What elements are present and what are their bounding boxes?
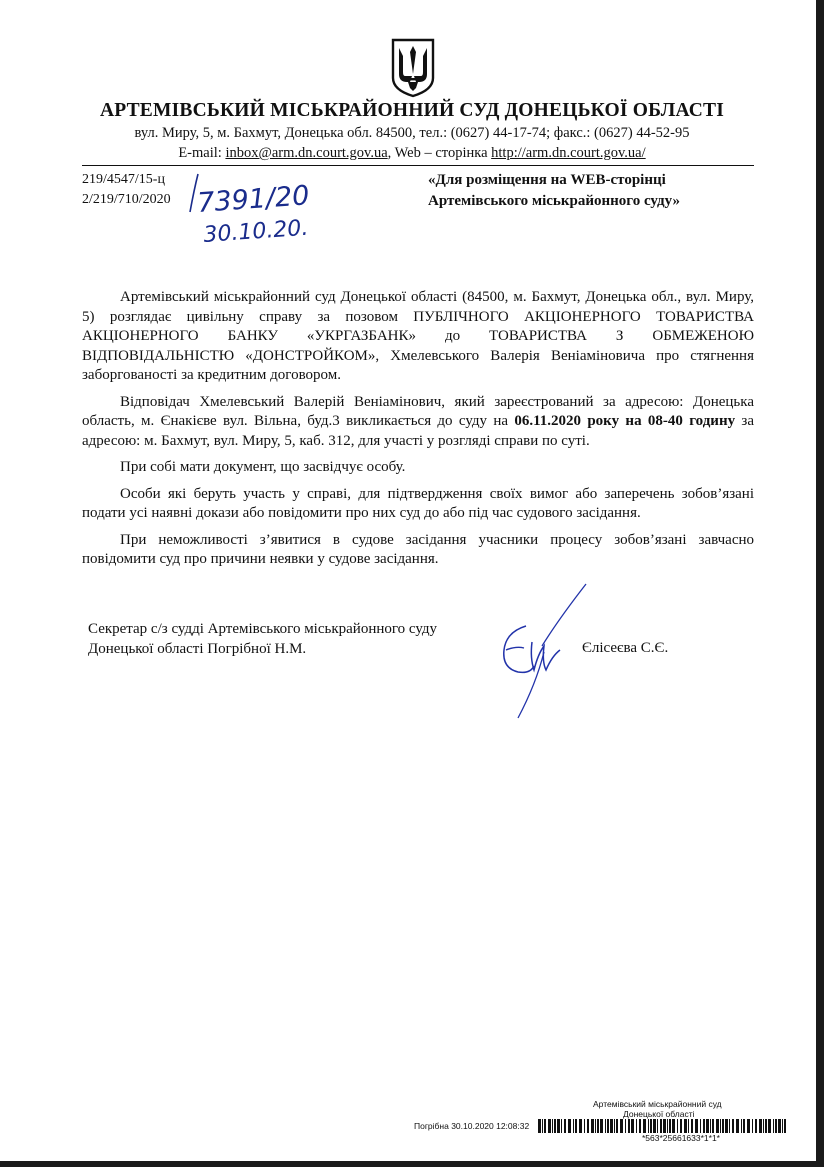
stamp-code: *563*25661633*1*1* [642, 1133, 720, 1143]
signer-name: Єлісеєва С.Є. [582, 640, 669, 656]
case-numbers [82, 170, 171, 210]
placement-note-line2: Артемівського міськрайонного суду» [428, 193, 680, 209]
email-label: E-mail: [178, 145, 226, 161]
court-contacts [0, 145, 824, 162]
stamp-org-line2: Донецької області [623, 1109, 695, 1119]
paragraph-case: Артемівський міськрайонний суд Донецької області (84500, м. Бахмут, Донецька обл., вул. Миру, 5) розглядає цивільну справу за позовом ПУБЛІЧНОГО АКЦІОНЕРНОГО ТОВАРИСТВА АКЦІОНЕРНОГО БАНКУ «УКРГАЗБАНК» до ТОВАРИСТВА З ОБМЕЖЕНОЮ ВІДПОВІДАЛЬНІСТЮ «ДОНСТРОЙКОМ», Хмелевського Валерія Веніаміновича про стягнення заборгованості за кредитним договором. [82, 289, 754, 383]
hearing-datetime: 06.11.2020 року на 08-40 годину [514, 413, 736, 429]
court-title: АРТЕМІВСЬКИЙ МІСЬКРАЙОННИЙ СУД ДОНЕЦЬКОЇ ОБЛАСТІ [99, 100, 725, 121]
email-link[interactable]: inbox@arm.dn.court.gov.ua [225, 145, 388, 161]
handwritten-number: 7391/20 [196, 180, 311, 219]
handwritten-date: 30.10.20. [202, 215, 310, 248]
paragraph-absence: При неможливості з’явитися в судове засідання учасники процесу зобов’язані завчасно повідомити суд про причини неявки у судове засідання. [82, 531, 754, 567]
web-label: , Web – сторінка [387, 145, 492, 161]
barcode-icon [538, 1119, 788, 1133]
header-divider [82, 165, 754, 166]
case-number-1: 219/4547/15-ц [82, 172, 165, 187]
trident-emblem-icon [390, 38, 436, 98]
paragraph-summons: Відповідач Хмелевський Валерій Веніамінович, який зареєстрований за адресою: Донецька область, м. Єнакієве вул. Вільна, буд.3 викликається до суду на 06.11.2020 року на 08-40 годину за адресою: м. Бахмут, вул. Миру, 5, каб. 312, для участі у розгляді справи по суті. [82, 393, 754, 449]
website-link[interactable]: http://arm.dn.court.gov.ua/ [491, 145, 646, 161]
scan-edge-right [816, 0, 824, 1167]
paragraph-evidence: Особи які беруть участь у справі, для підтвердження своїх вимог або заперечень зобов’язані подати усі наявні докази або повідомити про них суд до або під час судового засідання. [82, 485, 754, 521]
handwritten-registration [186, 168, 326, 248]
case-number-2: 2/219/710/2020 [82, 192, 171, 207]
registration-stamp [410, 1099, 790, 1157]
stamp-datetime: Погрібна 30.10.2020 12:08:32 [414, 1121, 530, 1131]
placement-note-line1: «Для розміщення на WEB-сторінці [428, 172, 666, 188]
paragraph-id-document: При собі мати документ, що засвідчує особу. [120, 459, 406, 475]
signer-title: Секретар с/з судді Артемівського міськрайонного суду Донецької області Погрібної Н.М. [88, 621, 438, 657]
summons-body [82, 288, 754, 577]
scan-edge-bottom [0, 1161, 824, 1167]
court-address: вул. Миру, 5, м. Бахмут, Донецька обл. 84500, тел.: (0627) 44-17-74; факс.: (0627) 44-52-95 [134, 125, 690, 141]
placement-note [428, 170, 680, 212]
stamp-org-line1: Артемівський міськрайонний суд [593, 1099, 722, 1109]
